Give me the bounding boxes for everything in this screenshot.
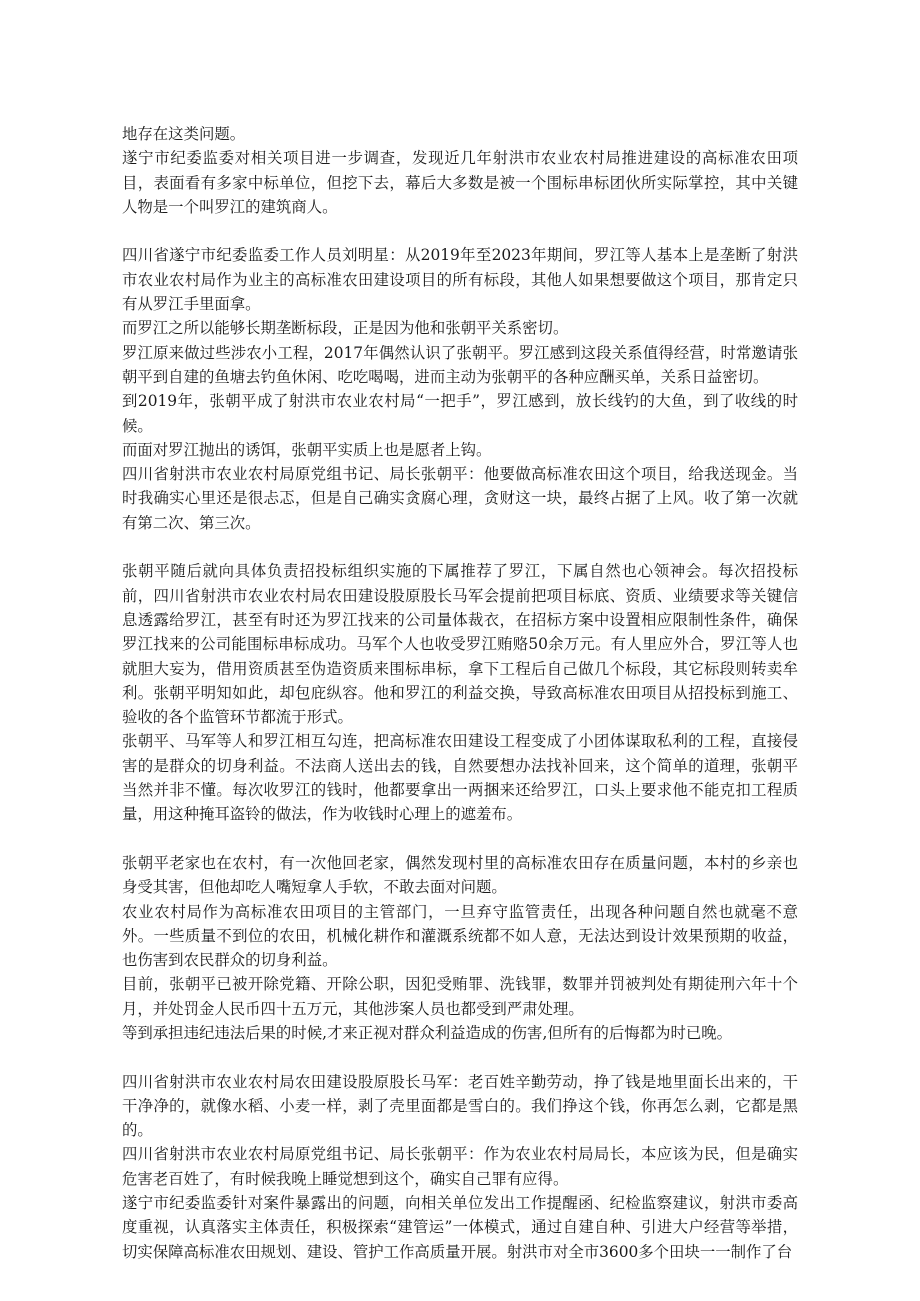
- paragraph: 等到承担违纪违法后果的时候,才来正视对群众利益造成的伤害,但所有的后悔都为时已晚。: [122, 1023, 733, 1042]
- paragraph: 遂宁市纪委监委针对案件暴露出的问题，向相关单位发出工作提醒函、纪检监察建议，射洪市委高度重视，认真落实主体责任，积极探索“建管运”一体模式，通过自建自种、引进大户经营等举措，切实保障高标准农田规划、建设、管护工作高质量开展。射洪市对全市3600多个田块一一制作了台: [122, 1194, 798, 1261]
- paragraph: 而面对罗江抛出的诱饵，张朝平实质上也是愿者上钩。: [122, 440, 492, 459]
- document-body: [122, 122, 798, 1264]
- paragraph: 遂宁市纪委监委对相关项目进一步调查，发现近几年射洪市农业农村局推进建设的高标准农田项目，表面看有多家中标单位，但挖下去，幕后大多数是被一个围标串标团伙所实际掌控，其中关键人物是一个叫罗江的建筑商人。: [122, 149, 798, 216]
- paragraph: 罗江原来做过些涉农小工程，2017年偶然认识了张朝平。罗江感到这段关系值得经营，时常邀请张朝平到自建的鱼塘去钓鱼休闲、吃吃喝喝，进而主动为张朝平的各种应酬买单，关系日益密切。: [122, 343, 798, 386]
- paragraph: 农业农村局作为高标准农田项目的主管部门，一旦弃守监管责任，出现各种问题自然也就毫不意外。一些质量不到位的农田，机械化耕作和灌溉系统都不如人意，无法达到设计效果预期的收益，也伤害到农民群众的切身利益。: [122, 902, 798, 970]
- paragraph-gap: [122, 827, 798, 851]
- paragraph: 张朝平老家也在农村，有一次他回老家，偶然发现村里的高标准农田存在质量问题，本村的乡亲也身受其害，但他却吃人嘴短拿人手软，不敢去面对问题。: [122, 853, 798, 897]
- paragraph-gap: [122, 219, 798, 243]
- paragraph-gap: [122, 1045, 798, 1069]
- paragraph: 四川省射洪市农业农村局农田建设股原股长马军：老百姓辛勤劳动，挣了钱是地里面长出来的，干干净净的，就像水稻、小麦一样，剥了壳里面都是雪白的。我们挣这个钱，你再怎么剥，它都是黑的。: [122, 1072, 798, 1140]
- paragraph-gap: [122, 535, 798, 559]
- paragraph: 张朝平、马军等人和罗江相互勾连，把高标准农田建设工程变成了小团体谋取私利的工程，直接侵害的是群众的切身利益。不法商人送出去的钱，自然要想办法找补回来，这个简单的道理，张朝平当然并非不懂。每次收罗江的钱时，他都要拿出一两捆来还给罗江，口头上要求他不能克扣工程质量，用这种掩耳盗铃的做法，作为收钱时心理上的遮羞布。: [122, 732, 798, 824]
- paragraph: 张朝平随后就向具体负责招投标组织实施的下属推荐了罗江，下属自然也心领神会。每次招投标前，四川省射洪市农业农村局农田建设股原股长马军会提前把项目标底、资质、业绩要求等关键信息透露给罗江，甚至有时还为罗江找来的公司量体裁衣，在招标方案中设置相应限制性条件，确保罗江找来的公司能围标串标成功。马军个人也收受罗江贿赂50余万元。有人里应外合，罗江等人也就胆大妄为，借用资质甚至伪造资质来围标串标，拿下工程后自己做几个标段，其它标段则转卖牟利。张朝平明知如此，却包庇纵容。他和罗江的利益交换，导致高标准农田项目从招投标到施工、验收的各个监管环节都流于形式。: [122, 562, 798, 727]
- paragraph: 四川省射洪市农业农村局原党组书记、局长张朝平：作为农业农村局局长，本应该为民，但是确实危害老百姓了，有时候我晚上睡觉想到这个，确实自己罪有应得。: [122, 1145, 798, 1188]
- paragraph: 到2019年，张朝平成了射洪市农业农村局“一把手”，罗江感到，放长线钓的大鱼，到了收线的时候。: [122, 392, 798, 435]
- paragraph: 目前，张朝平已被开除党籍、开除公职，因犯受贿罪、洗钱罪，数罪并罚被判处有期徒刑六年十个月，并处罚金人民币四十五万元，其他涉案人员也都受到严肃处理。: [122, 975, 798, 1018]
- paragraph: 而罗江之所以能够长期垄断标段，正是因为他和张朝平关系密切。: [122, 319, 569, 338]
- paragraph: 四川省遂宁市纪委监委工作人员刘明星：从2019年至2023年期间，罗江等人基本上是垄断了射洪市农业农村局作为业主的高标准农田建设项目的所有标段，其他人如果想要做这个项目，那肯定只有从罗江手里面拿。: [122, 246, 798, 314]
- paragraph: 地存在这类问题。: [122, 125, 246, 143]
- paragraph: 四川省射洪市农业农村局原党组书记、局长张朝平：他要做高标准农田这个项目，给我送现金。当时我确实心里还是很忐忑，但是自己确实贪腐心理，贪财这一块，最终占据了上风。收了第一次就有第二次、第三次。: [122, 465, 798, 532]
